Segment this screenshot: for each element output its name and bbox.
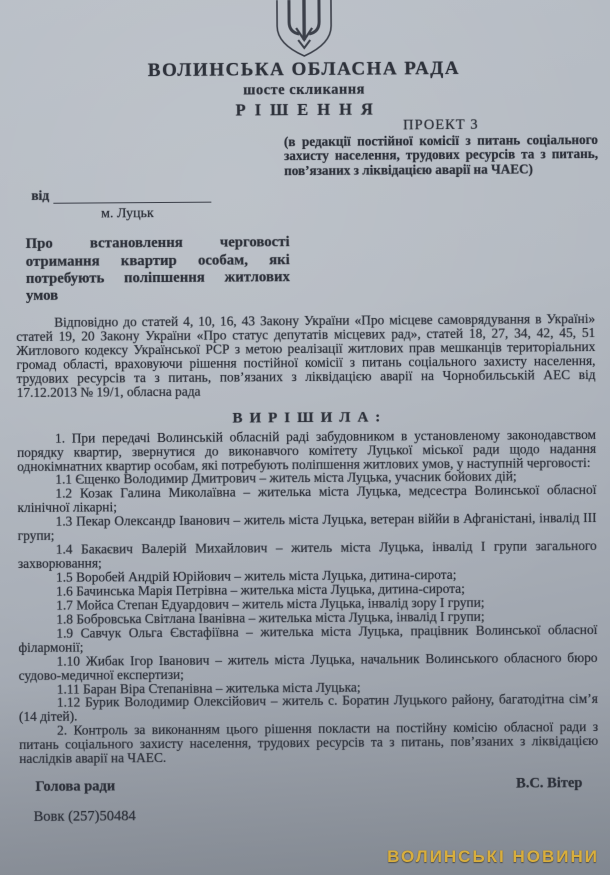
decision-subject: Про встановлення черговості отримання квартир особам, які потребують поліпшення житлових умов	[25, 234, 290, 304]
item-2: 2. Контроль за виконанням цього рішення покласти на постійну комісію обласної ради з питань соціального захисту населення, трудових ресурсів та з питань, пов’язаних з ліквідацією наслідків аварії на ЧАЕС.	[19, 719, 599, 767]
date-row	[31, 187, 211, 203]
place-line: м. Луцьк	[101, 205, 154, 222]
convocation-line: шосте скликання	[243, 81, 366, 99]
decision-items	[17, 428, 598, 767]
item-1-7: 1.7 Мойса Степан Едуардович – житель міста Луцька, інвалід зору І групи;	[56, 594, 485, 613]
executor-footnote: Вовк (257)50484	[33, 808, 136, 826]
document-type-heading: РІШЕННЯ	[235, 99, 382, 120]
date-blank-line	[53, 187, 211, 203]
item-1-2: 1.2 Козак Галина Миколаївна – жителька міста Луцька, медсестра Волинської обласної клінічної лікарні;	[17, 482, 597, 516]
signature-title: Голова ради	[35, 778, 116, 796]
signature-row	[35, 776, 582, 795]
resolved-heading: ВИРІШИЛА:	[232, 409, 388, 427]
item-1-4: 1.4 Бакаєвич Валерій Михайлович – житель міста Луцька, інвалід І групи загального захворювання;	[17, 538, 597, 572]
ukraine-tryzub-icon	[271, 0, 335, 58]
item-1-8: 1.8 Бобровська Світлана Іванівна – жителька міста Луцька, інвалід І групи;	[56, 608, 485, 627]
item-1-9: 1.9 Савчук Ольга Євстафіївна – жителька міста Луцька, працівник Волинської обласної філармонії;	[18, 621, 598, 655]
item-1-3: 1.3 Пекар Олександр Іванович – житель міста Луцька, ветеран віййи в Афганістані, інвалід ІІІ групи;	[17, 510, 597, 544]
news-agency-watermark: ВОЛИНСЬКІ НОВИНИ	[387, 847, 599, 866]
project-number: ПРОЕКТ 3	[403, 116, 479, 134]
item-1-11: 1.11 Баран Віра Степанівна – жителька міста Луцька;	[56, 679, 361, 697]
item-1-1: 1.1 Єщенко Володимир Дмитрович – житель міста Луцька, учасник бойових дій;	[55, 468, 517, 488]
signature-name: В.С. Вітер	[516, 775, 583, 792]
date-label: від	[31, 187, 50, 203]
item-1-12: 1.12 Бурик Володимир Олексійович – житель с. Боратин Луцького району, багатодітна сім’я (14 дітей).	[18, 691, 598, 725]
item-1-6: 1.6 Бачинська Марія Петрівна – жителька міста Луцька, дитина-сирота;	[56, 580, 465, 599]
item-1: 1. При передачі Волинській обласній раді забудовником в установленому законодавством порядку квартир, звернутися до виконавчого комітету Луцької міської ради щодо надання однокімнатних квартир особам, які потребують поліпшення житлових умов, у наступній черговості:	[17, 426, 597, 474]
item-1-10: 1.10 Жибак Ігор Іванович – житель міста Луцька, начальник Волинського обласного бюро судово-медичної експертизи;	[18, 649, 598, 683]
preamble-paragraph: Відповідно до статей 4, 10, 16, 43 Закону України «Про місцеве самоврядування в Україні» статей 19, 20 Закону України «Про статус депутатів місцевих рад», статей 18, 27, 34, 42, 45, 51 Житлового кодексу Української РСР з метою реалізації житлових прав мешканців територіальних громад області, враховуючи рішення постійної комісії з питань соціального захисту населення, трудових ресурсів та з питань, пов’язаних з ліквідацією аварії на Чорнобильській АЕС від 17.12.2013 № 19/1, обласна рада	[16, 310, 596, 400]
project-block	[284, 117, 598, 178]
item-1-5: 1.5 Воробей Андрій Юрійович – житель міста Луцька, дитина-сирота;	[55, 566, 457, 585]
organization-name: ВОЛИНСЬКА ОБЛАСНА РАДА	[147, 57, 461, 82]
project-commission-note: (в редакції постійної комісії з питань соціального захисту населення, трудових ресурсів та з питань, пов’язаних з ліквідацією аварії на ЧАЕС)	[283, 132, 599, 178]
